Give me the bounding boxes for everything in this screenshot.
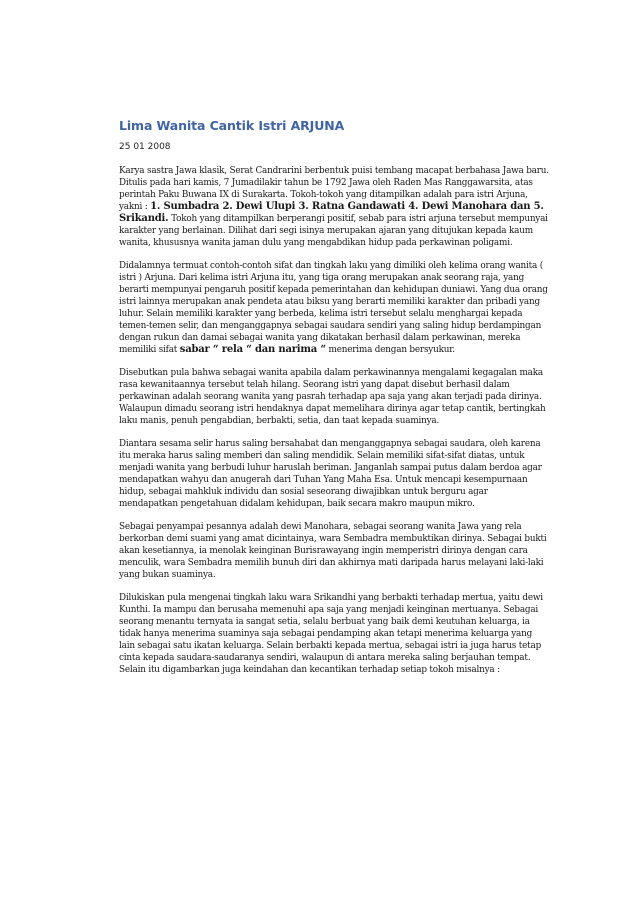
paragraph-6: Dilukiskan pula mengenai tingkah laku wara Srikandhi yang berbakti terhadap mertua, yaitu dewi Kunthi. Ia mampu dan berusaha memenuhi apa saja yang menjadi keinginan mertuanya. Sebagai seorang menantu ternyata ia sangat setia, selalu berbuat yang baik demi keutuhan keluarga, ia tidak hanya menerima suaminya saja sebagai pendamping akan tetapi menerima keluarga yang lain sebagai satu ikatan keluarga. Selain berbakti kepada mertua, sebagai istri ia juga harus tetap cinta kepada saudara-saudaranya sendiri, walaupun di antara mereka saling berjauhan tempat. Selain itu digambarkan juga keindahan dan kecantikan terhadap setiap tokoh misalnya : <box>119 593 543 675</box>
paragraph-3: Disebutkan pula bahwa sebagai wanita apabila dalam perkawinannya mengalami kegagalan maka rasa kewanitaannya tersebut telah hilang. Seorang istri yang dapat disebut berhasil dalam perkawinan adalah seorang wanita yang pasrah terhadap apa saja yang akan terjadi pada dirinya. Walaupun dimadu seorang istri hendaknya dapat memelihara dirinya agar tetap cantik, bertingkah laku manis, penuh pengabdian, berbakti, setia, dan taat kepada suaminya. <box>119 368 546 426</box>
paragraph-2-text-b: menerima dengan bersyukur. <box>325 345 455 355</box>
paragraph-1-text-a: Karya sastra Jawa klasik, Serat Candrarini berbentuk puisi tembang macapat berbahasa Jawa baru. Ditulis pada hari kamis, 7 Jumadilakir tahun be 1792 Jawa oleh Raden Mas Ranggawarsita, atas perintah Paku Buwana IX di Surakarta. Tokoh-tokoh yang ditampilkan adalah para istri Arjuna, yakni : <box>119 166 549 212</box>
document-title: Lima Wanita Cantik Istri ARJUNA <box>119 118 345 133</box>
document-date: 25 01 2008 <box>119 142 171 152</box>
paragraph-5: Sebagai penyampai pesannya adalah dewi Manohara, sebagai seorang wanita Jawa yang rela berkorban demi suami yang amat dicintainya, wara Sembadra membuktikan dirinya. Sebagai bukti akan kesetiannya, ia menolak keinginan Burisrawayang ingin memperistri dirinya dengan cara menculik, wara Sembadra memilih bunuh diri dan akhirnya mati daripada harus melayani laki-laki yang bukan suaminya. <box>119 522 547 580</box>
paragraph-2 <box>119 260 549 356</box>
document-page <box>119 118 549 676</box>
paragraph-2-bold-virtues: sabar “ rela “ dan narima “ <box>179 344 326 355</box>
paragraph-2-text-a: Didalamnya termuat contoh-contoh sifat dan tingkah laku yang dimiliki oleh kelima orang wanita ( istri ) Arjuna. Dari kelima istri Arjuna itu, yang tiga orang merupakan anak seorang raja, yang berarti mempunyai pengaruh positif kepada pemerintahan dan kehidupan duniawi. Yang dua orang istri lainnya merupakan anak pendeta atau biksu yang berarti memiliki karakter dan pribadi yang luhur. Selain memiliki karakter yang berbeda, kelima istri tersebut selalu menghargai kepada temen-temen selir, dan menganggapnya sebagai saudara sendiri yang saling hidup berdampingan dengan rukun dan damai sebagai wanita yang dikatakan berhasil dalam perkawinan, mereka memiliki sifat <box>119 261 548 355</box>
paragraph-4: Diantara sesama selir harus saling bersahabat dan menganggapnya sebagai saudara, oleh karena itu meraka harus saling memberi dan saling mendidik. Selain memiliki sifat-sifat diatas, untuk menjadi wanita yang berbudi luhur haruslah beriman. Janganlah sampai putus dalam berdoa agar mendapatkan wahyu dan anugerah dari Tuhan Yang Maha Esa. Untuk mencapi kesempurnaan hidup, sebagai mahkluk individu dan sosial seseorang diwajibkan untuk berguru agar mendapatkan pengetahuan didalam kehidupan, baik secara makro maupun mikro. <box>119 439 542 509</box>
paragraph-1 <box>119 165 549 249</box>
paragraph-1-text-b: Tokoh yang ditampilkan berperangi positif, sebab para istri arjuna tersebut mempunyai karakter yang berlainan. Dilihat dari segi isinya merupakan ajaran yang ditujukan kepada kaum wanita, khususnya wanita jaman dulu yang mengabdikan hidup pada perkawinan poligami. <box>119 214 548 248</box>
paragraph-1-bold-names: 1. Sumbadra 2. Dewi Ulupi 3. Ratna Gandawati 4. Dewi Manohara dan 5. Srikandi. <box>119 201 544 224</box>
